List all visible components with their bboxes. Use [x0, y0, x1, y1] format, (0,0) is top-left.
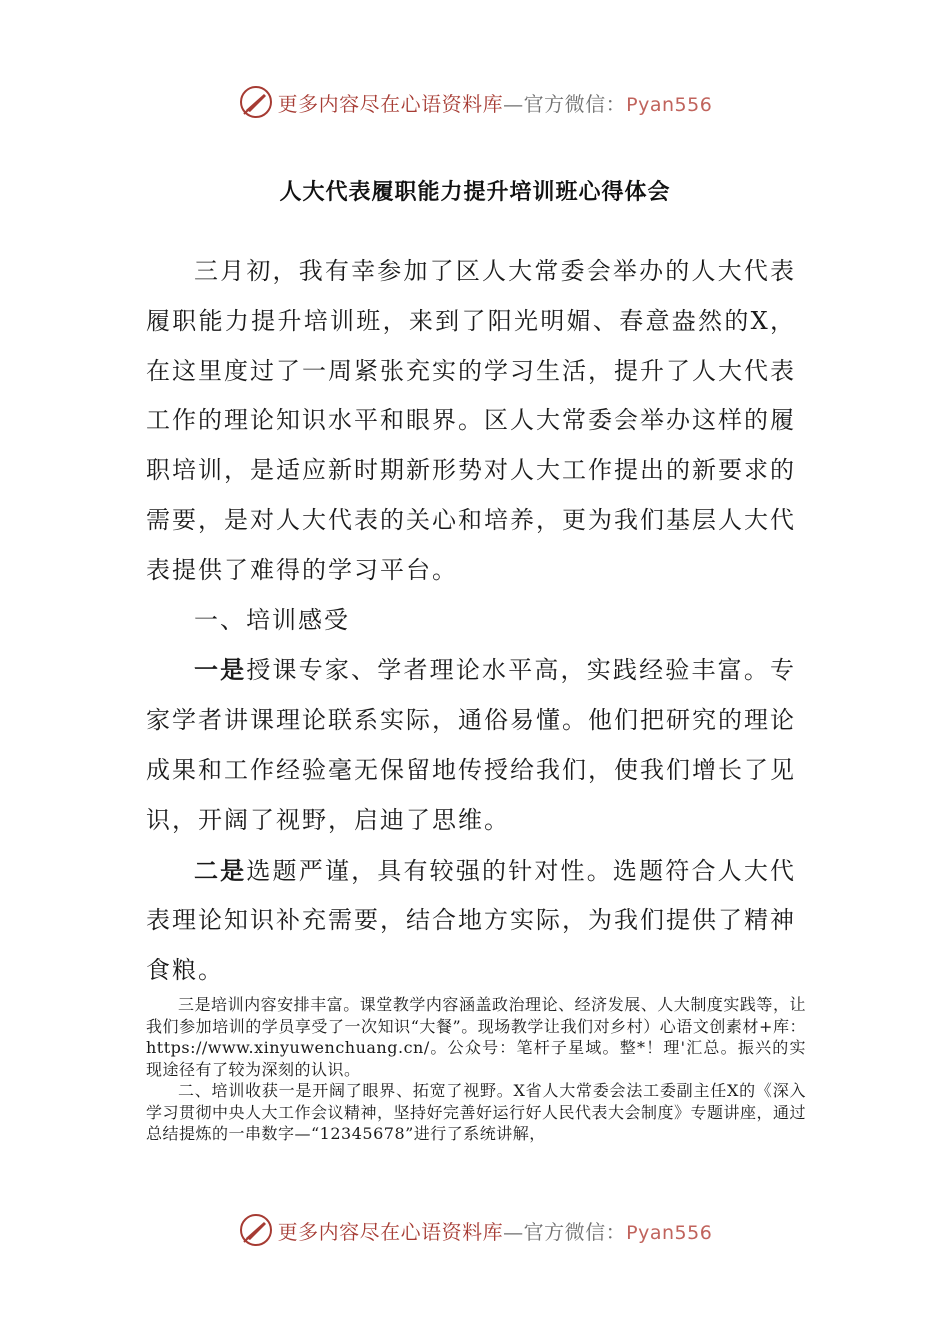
quill-logo-icon — [238, 1212, 274, 1248]
watermark-text: 更多内容尽在心语资料库—官方微信：Pyan556 — [277, 1219, 713, 1244]
small-paragraph: 二、培训收获一是开阔了眼界、拓宽了视野。X省人大常委会法工委副主任X的《深入学习贯彻中央人大工作会议精神，坚持好完善好运行好人民代表大会制度》专题讲座，通过总结提炼的一串数字—“12345678”进行了系统讲解， — [146, 1081, 807, 1143]
small-paragraph: 三是培训内容安排丰富。课堂教学内容涵盖政治理论、经济发展、人大制度实践等，让我们参加培训的学员享受了一次知识“大餐”。现场教学让我们对乡村）心语文创素材+库：https://www.xinyuwenchuang.cn/。公众号：笔杆子星域。整*！理'汇总。振兴的实现途径有了较为深刻的认识。 — [146, 995, 806, 1079]
footer-watermark-banner — [0, 1210, 950, 1250]
header-watermark-banner — [0, 82, 950, 122]
paragraph: 一是授课专家、学者理论水平高，实践经验丰富。专家学者讲课理论联系实际，通俗易懂。他们把研究的理论成果和工作经验毫无保留地传授给我们，使我们增长了见识，开阔了视野，启迪了思维。 — [146, 655, 797, 834]
paragraph: 一、培训感受 — [194, 605, 350, 634]
paragraph: 三月初，我有幸参加了区人大常委会举办的人大代表履职能力提升培训班，来到了阳光明媚、春意盎然的X，在这里度过了一周紧张充实的学习生活，提升了人大代表工作的理论知识水平和眼界。区人大常委会举办这样的履职培训，是适应新时期新形势对人大工作提出的新要求的需要，是对人大代表的关心和培养，更为我们基层人大代表提供了难得的学习平台。 — [146, 257, 796, 584]
quill-logo-icon — [238, 84, 274, 120]
document-title: 人大代表履职能力提升培训班心得体会 — [279, 180, 671, 205]
watermark-text: 更多内容尽在心语资料库—官方微信：Pyan556 — [277, 91, 713, 116]
document-body — [146, 247, 796, 996]
document-small-text — [146, 994, 806, 1145]
paragraph: 二是选题严谨，具有较强的针对性。选题符合人大代表理论知识补充需要，结合地方实际，为我们提供了精神食粮。 — [146, 855, 797, 985]
